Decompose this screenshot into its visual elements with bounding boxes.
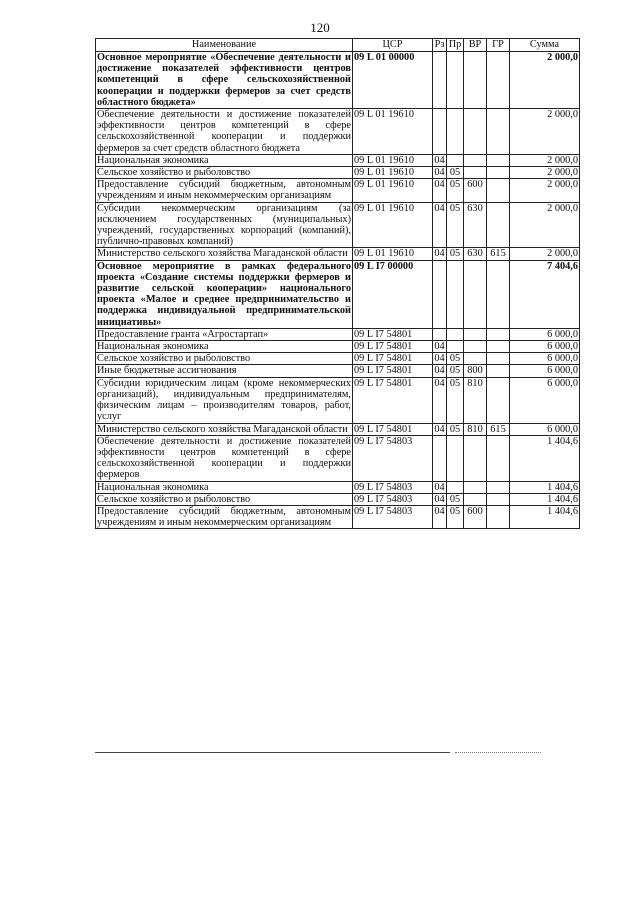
- cell-sum: 2 000,0: [510, 167, 580, 179]
- cell-pr: 05: [447, 202, 464, 248]
- cell-csr: 09 L 01 19610: [353, 202, 433, 248]
- cell-rz: 04: [434, 154, 445, 166]
- cell-gr: [487, 377, 510, 423]
- cell-sum: 6 000,0: [510, 353, 580, 365]
- header-pr: Пр: [447, 39, 464, 52]
- cell-name: Национальная экономика: [96, 481, 353, 493]
- cell-csr: 09 L I7 54803: [353, 481, 433, 493]
- cell-vr: 630: [464, 202, 487, 248]
- header-gr: ГР: [487, 39, 510, 52]
- table-row: [96, 202, 580, 248]
- cell-gr: [487, 481, 510, 493]
- cell-sum: 1 404,6: [510, 435, 580, 481]
- cell-vr: [464, 341, 487, 353]
- cell-name: Сельское хозяйство и рыболовство: [96, 353, 353, 365]
- bottom-rule: [95, 752, 450, 753]
- cell-sum: 6 000,0: [510, 365, 580, 377]
- cell-sum: 1 404,6: [510, 481, 580, 493]
- cell-gr: [487, 353, 510, 365]
- cell-csr: 09 L 01 19610: [353, 248, 433, 260]
- header-rz: Рз: [433, 39, 447, 52]
- cell-vr: 810: [464, 423, 487, 435]
- cell-gr: 615: [487, 423, 510, 435]
- cell-sum: 2 000,0: [510, 109, 580, 155]
- cell-csr: 09 L I7 00000: [353, 260, 433, 328]
- table-row: [96, 423, 580, 435]
- cell-csr: 09 L 01 19610: [353, 167, 433, 179]
- cell-name: Обеспечение деятельности и достижение показателей эффективности центров компетенций в сфере сельскохозяйственной кооперации и поддержки фермеров: [97, 435, 351, 481]
- table-row: [96, 248, 580, 260]
- cell-pr: [447, 260, 464, 328]
- table-row: [96, 353, 580, 365]
- cell-gr: [487, 52, 510, 109]
- cell-gr: [487, 435, 510, 481]
- cell-sum: 7 404,6: [510, 260, 580, 328]
- cell-rz: 04: [433, 179, 447, 202]
- cell-vr: [464, 353, 487, 365]
- cell-vr: [464, 154, 487, 166]
- cell-csr: 09 L 01 00000: [353, 52, 433, 109]
- cell-pr: [447, 341, 464, 353]
- cell-rz: 04: [434, 248, 445, 260]
- cell-rz: [433, 435, 447, 481]
- cell-vr: [464, 493, 487, 505]
- cell-pr: 05: [447, 493, 464, 505]
- table-row: [96, 365, 580, 377]
- cell-sum: 2 000,0: [510, 154, 580, 166]
- cell-csr: 09 L I7 54801: [353, 353, 433, 365]
- table-row: [96, 435, 580, 481]
- cell-gr: [487, 505, 510, 528]
- cell-name: Предоставление гранта «Агростартап»: [96, 328, 353, 340]
- cell-sum: 2 000,0: [510, 179, 580, 202]
- cell-vr: [464, 52, 487, 109]
- cell-name: Министерство сельского хозяйства Магаданской области: [96, 248, 353, 260]
- cell-name: Иные бюджетные ассигнования: [96, 365, 353, 377]
- cell-rz: 04: [434, 423, 445, 435]
- cell-csr: 09 L I7 54801: [353, 328, 433, 340]
- table-row: [96, 377, 580, 423]
- cell-rz: 04: [434, 353, 445, 365]
- cell-csr: 09 L 01 19610: [353, 179, 433, 202]
- cell-vr: 800: [464, 365, 487, 377]
- cell-sum: 6 000,0: [510, 328, 580, 340]
- header-name: Наименование: [96, 39, 353, 52]
- cell-vr: [464, 260, 487, 328]
- cell-pr: 05: [447, 179, 464, 202]
- cell-sum: 6 000,0: [510, 423, 580, 435]
- cell-name: Национальная экономика: [96, 154, 353, 166]
- table-row: [96, 260, 580, 328]
- cell-sum: 2 000,0: [510, 248, 580, 260]
- cell-pr: [447, 154, 464, 166]
- cell-vr: [464, 167, 487, 179]
- cell-name: Предоставление субсидий бюджетным, автономным учреждениям и иным некоммерческим организациям: [97, 505, 351, 529]
- bottom-rule-dotted: [455, 752, 541, 753]
- cell-rz: [433, 328, 447, 340]
- cell-pr: 05: [447, 423, 464, 435]
- header-csr: ЦСР: [353, 39, 433, 52]
- cell-rz: 04: [433, 377, 447, 423]
- cell-pr: 05: [447, 167, 464, 179]
- cell-name: Основное мероприятие в рамках федерального проекта «Создание системы поддержки фермеров и развитие сельской кооперации» национального проекта «Малое и среднее предпринимательство и поддержка индивидуальной предпринимательской инициативы»: [97, 260, 351, 328]
- cell-rz: [433, 52, 447, 109]
- cell-rz: 04: [433, 202, 447, 248]
- cell-pr: 05: [447, 505, 464, 528]
- cell-name: Основное мероприятие «Обеспечение деятельности и достижение показателей эффективности центров компетенций в сфере сельскохозяйственной кооперации и поддержки фермеров за счет средств областного бюджета»: [97, 52, 351, 108]
- cell-vr: [464, 109, 487, 155]
- header-vr: ВР: [464, 39, 487, 52]
- cell-pr: [447, 109, 464, 155]
- cell-vr: 600: [464, 179, 487, 202]
- cell-name: Субсидии юридическим лицам (кроме некоммерческих организаций), индивидуальным предпринимателям, физическим лицам – производителям товаров, работ, услуг: [97, 377, 351, 423]
- cell-rz: 04: [434, 341, 445, 353]
- cell-csr: 09 L 01 19610: [353, 154, 433, 166]
- cell-csr: 09 L I7 54803: [353, 505, 433, 528]
- cell-gr: [487, 202, 510, 248]
- cell-pr: [447, 328, 464, 340]
- cell-rz: [433, 109, 447, 155]
- table-row: [96, 109, 580, 155]
- table-row: [96, 493, 580, 505]
- cell-name: Национальная экономика: [96, 341, 353, 353]
- cell-gr: 615: [487, 248, 510, 260]
- cell-gr: [487, 167, 510, 179]
- cell-gr: [487, 260, 510, 328]
- cell-csr: 09 L I7 54801: [353, 377, 433, 423]
- cell-csr: 09 L I7 54801: [353, 341, 433, 353]
- cell-rz: [433, 260, 447, 328]
- cell-name: Сельское хозяйство и рыболовство: [96, 167, 353, 179]
- cell-sum: 2 000,0: [510, 52, 580, 109]
- cell-name: Предоставление субсидий бюджетным, автономным учреждениям и иным некоммерческим организациям: [97, 179, 351, 202]
- cell-name: Обеспечение деятельности и достижение показателей эффективности центров компетенций в сфере сельскохозяйственной кооперации и поддержки фермеров за счет средств областного бюджета: [97, 109, 351, 154]
- cell-pr: [447, 52, 464, 109]
- cell-pr: 05: [447, 377, 464, 423]
- cell-pr: 05: [447, 248, 464, 260]
- cell-rz: 04: [434, 365, 445, 377]
- table-row: [96, 328, 580, 340]
- budget-table: [95, 38, 580, 529]
- cell-vr: [464, 481, 487, 493]
- cell-gr: [487, 341, 510, 353]
- cell-gr: [487, 365, 510, 377]
- table-row: [96, 341, 580, 353]
- cell-pr: 05: [447, 353, 464, 365]
- cell-gr: [487, 328, 510, 340]
- cell-gr: [487, 493, 510, 505]
- table-row: [96, 154, 580, 166]
- cell-gr: [487, 109, 510, 155]
- header-sum: Сумма: [510, 39, 580, 52]
- cell-vr: 810: [464, 377, 487, 423]
- cell-csr: 09 L 01 19610: [353, 109, 433, 155]
- cell-pr: 05: [447, 365, 464, 377]
- table-row: [96, 52, 580, 109]
- table-row: [96, 179, 580, 202]
- page-number: 120: [310, 20, 330, 35]
- cell-csr: 09 L I7 54803: [353, 435, 433, 481]
- cell-sum: 6 000,0: [510, 341, 580, 353]
- cell-vr: 630: [464, 248, 487, 260]
- cell-gr: [487, 154, 510, 166]
- table-header-row: [96, 39, 580, 52]
- cell-name: Субсидии некоммерческим организациям (за исключением государственных (муниципальных) учреждений, государственных корпораций (компаний), публично-правовых компаний): [97, 202, 351, 248]
- cell-vr: 600: [464, 505, 487, 528]
- cell-vr: [464, 435, 487, 481]
- cell-rz: 04: [433, 505, 447, 528]
- cell-csr: 09 L I7 54801: [353, 365, 433, 377]
- cell-name: Министерство сельского хозяйства Магаданской области: [96, 423, 353, 435]
- cell-rz: 04: [434, 493, 445, 505]
- cell-name: Сельское хозяйство и рыболовство: [96, 493, 353, 505]
- cell-pr: [447, 435, 464, 481]
- cell-sum: 1 404,6: [510, 505, 580, 528]
- cell-csr: 09 L I7 54803: [353, 493, 433, 505]
- cell-vr: [464, 328, 487, 340]
- cell-pr: [447, 481, 464, 493]
- cell-csr: 09 L I7 54801: [353, 423, 433, 435]
- table-row: [96, 167, 580, 179]
- cell-sum: 6 000,0: [510, 377, 580, 423]
- table-row: [96, 505, 580, 528]
- cell-rz: 04: [434, 481, 445, 493]
- cell-sum: 2 000,0: [510, 202, 580, 248]
- cell-gr: [487, 179, 510, 202]
- cell-sum: 1 404,6: [510, 493, 580, 505]
- cell-rz: 04: [434, 167, 445, 179]
- table-row: [96, 481, 580, 493]
